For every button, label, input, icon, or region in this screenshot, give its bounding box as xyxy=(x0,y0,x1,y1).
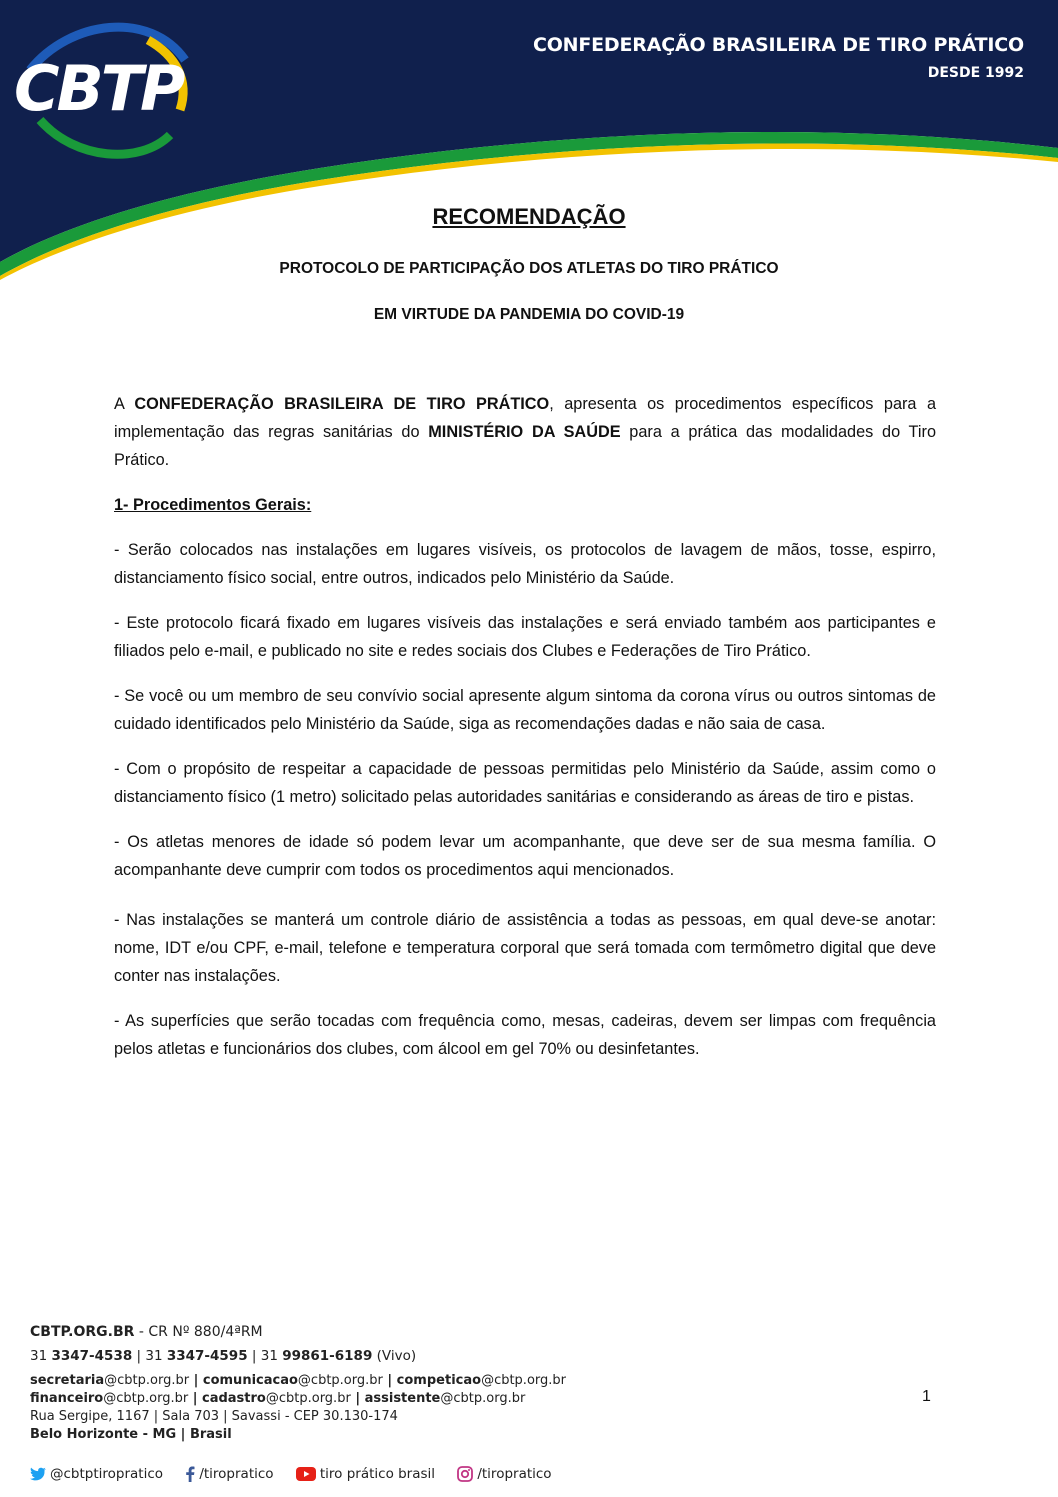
document-body xyxy=(114,390,936,1080)
email-financeiro: financeiro xyxy=(30,1391,104,1406)
footer-emails-2: financeiro@cbtp.org.br | cadastro@cbtp.org.br | assistente@cbtp.org.br xyxy=(30,1391,526,1406)
procedure-item-6: - Nas instalações se manterá um controle diário de assistência a todas as pessoas, em qual deve-se anotar: nome, IDT e/ou CPF, e-mail, telefone e temperatura corporal que será tomada com termômetro digital que deve conter nas instalações. xyxy=(114,911,936,985)
youtube-channel: tiro prático brasil xyxy=(319,1466,436,1482)
footer-city: Belo Horizonte - MG | Brasil xyxy=(30,1427,232,1442)
page-header xyxy=(0,0,1058,280)
footer-site-line xyxy=(30,1324,650,1340)
phone-3: 99861-6189 xyxy=(282,1348,373,1364)
ministry-name-bold: MINISTÉRIO DA SAÚDE xyxy=(428,423,621,441)
email-competicao: competicao xyxy=(396,1373,482,1388)
twitter-icon xyxy=(30,1467,46,1481)
instagram-handle: /tiropratico xyxy=(477,1466,552,1482)
footer-address: Rua Sergipe, 1167 | Sala 703 | Savassi - CEP 30.130-174 xyxy=(30,1409,398,1424)
facebook-handle: /tiropratico xyxy=(199,1466,274,1482)
page-footer xyxy=(30,1324,650,1444)
organization-since: DESDE 1992 xyxy=(927,65,1024,81)
document-title: RECOMENDAÇÃO xyxy=(432,204,626,229)
procedure-item-4: - Com o propósito de respeitar a capacidade de pessoas permitidas pelo Ministério da Saúde, assim como o distanciamento físico (1 metro) solicitado pelas autoridades sanitárias e considerando as áreas de tiro e pistas. xyxy=(114,760,936,806)
social-facebook[interactable] xyxy=(185,1466,273,1482)
procedure-item-5: - Os atletas menores de idade só podem levar um acompanhante, que deve ser de sua mesma família. O acompanhante deve cumprir com todos os procedimentos aqui mencionados. xyxy=(114,833,936,879)
cbtp-logo: CBTP xyxy=(14,52,183,125)
email-comunicacao: comunicacao xyxy=(202,1373,298,1388)
youtube-icon xyxy=(296,1467,316,1481)
facebook-icon xyxy=(185,1466,195,1482)
procedure-item-1: - Serão colocados nas instalações em lugares visíveis, os protocolos de lavagem de mãos, tosse, espirro, distanciamento físico social, entre outros, indicados pelo Ministério da Saúde. xyxy=(114,541,936,587)
social-twitter[interactable] xyxy=(30,1466,163,1482)
social-links xyxy=(30,1466,570,1482)
page-number: 1 xyxy=(922,1388,931,1405)
footer-emails-1: secretaria@cbtp.org.br | comunicacao@cbtp.org.br | competicao@cbtp.org.br xyxy=(30,1373,566,1388)
social-instagram[interactable] xyxy=(457,1466,551,1482)
footer-cr: - CR Nº 880/4ªRM xyxy=(134,1324,263,1340)
procedure-item-2: - Este protocolo ficará fixado em lugares visíveis das instalações e será enviado também aos participantes e filiados pelo e-mail, e publicado no site e redes sociais dos Clubes e Federações de Tiro Prático. xyxy=(114,614,936,660)
section-heading: 1- Procedimentos Gerais: xyxy=(114,496,312,514)
org-name-bold: CONFEDERAÇÃO BRASILEIRA DE TIRO PRÁTICO xyxy=(134,395,550,413)
email-assistente: assistente xyxy=(364,1391,441,1406)
document-subtitle-2: EM VIRTUDE DA PANDEMIA DO COVID-19 xyxy=(373,306,685,323)
organization-name: CONFEDERAÇÃO BRASILEIRA DE TIRO PRÁTICO xyxy=(532,34,1024,56)
procedure-item-7: - As superfícies que serão tocadas com frequência como, mesas, cadeiras, devem ser limpas com frequência pelos atletas e funcionários dos clubes, com álcool em gel 70% ou desinfetantes. xyxy=(114,1012,936,1058)
intro-paragraph: A CONFEDERAÇÃO BRASILEIRA DE TIRO PRÁTICO, apresenta os procedimentos específicos para a implementação das regras sanitárias do MINISTÉRIO DA SAÚDE para a prática das modalidades do Tiro Prático. xyxy=(114,395,937,469)
email-cadastro: cadastro xyxy=(202,1391,266,1406)
document-subtitle-1: PROTOCOLO DE PARTICIPAÇÃO DOS ATLETAS DO TIRO PRÁTICO xyxy=(279,260,779,277)
phone-2: 3347-4595 xyxy=(166,1348,248,1364)
twitter-handle: @cbtptiropratico xyxy=(50,1466,164,1482)
phone-1: 3347-4538 xyxy=(51,1348,133,1364)
procedure-item-3: - Se você ou um membro de seu convívio social apresente algum sintoma da corona vírus ou outros sintomas de cuidado identificados pelo Ministério da Saúde, siga as recomendações dadas e não saia de casa. xyxy=(114,687,936,733)
social-youtube[interactable] xyxy=(296,1466,435,1482)
footer-phones: 31 3347-4538 | 31 3347-4595 | 31 99861-6189 (Vivo) xyxy=(30,1348,417,1364)
instagram-icon xyxy=(457,1466,473,1482)
email-secretaria: secretaria xyxy=(30,1373,105,1388)
footer-site: CBTP.ORG.BR xyxy=(30,1324,135,1340)
